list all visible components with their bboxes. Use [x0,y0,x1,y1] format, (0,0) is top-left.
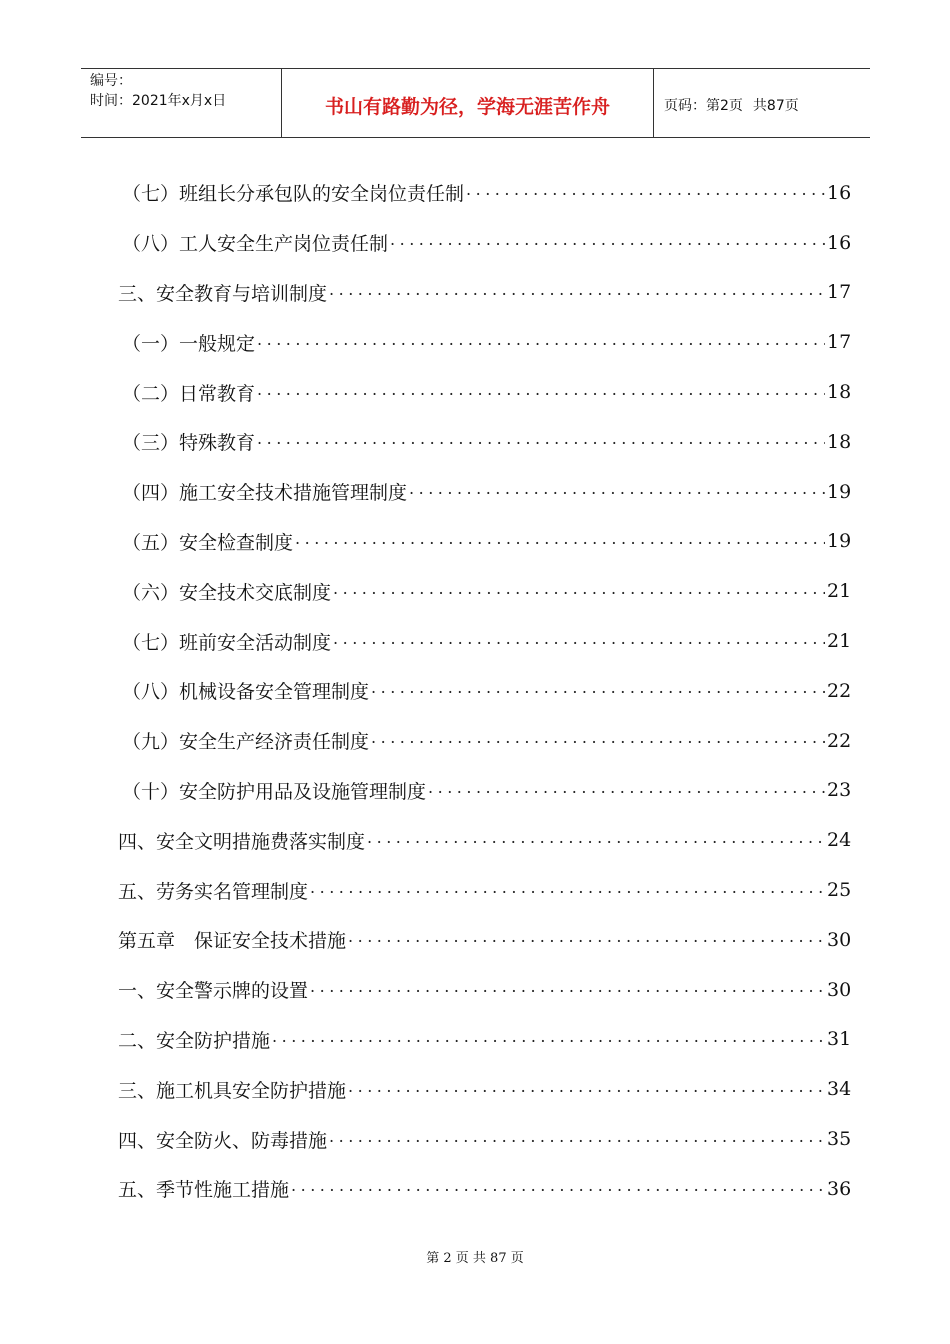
toc-entry-page: 30 [827,978,852,1001]
toc-entry-page: 16 [827,181,852,204]
toc-dot-leader [257,429,825,448]
toc-entry[interactable] [118,367,851,417]
toc-entry-title: 五、季节性施工措施 [118,1179,290,1202]
toc-dot-leader [348,927,825,946]
toc-entry-title: （八）工人安全生产岗位责任制 [122,233,389,256]
toc-entry-title: 四、安全防火、防毒措施 [118,1129,328,1152]
page-footer: 第 2 页 共 87 页 [426,1251,524,1266]
toc-entry[interactable] [118,965,851,1015]
toc-entry-page: 18 [827,381,852,404]
toc-entry[interactable] [118,268,851,318]
toc-entry-page: 19 [827,480,852,503]
toc-dot-leader [333,579,825,598]
toc-entry-page: 34 [827,1078,852,1101]
toc-dot-leader [409,479,825,498]
toc-dot-leader [371,678,825,697]
toc-entry[interactable] [118,1015,851,1065]
toc-entry-title: （六）安全技术交底制度 [122,581,332,604]
header-page-info [654,69,870,137]
header-page-label: 页码：第2页 [664,98,743,114]
toc-entry-title: 一、安全警示牌的设置 [118,980,309,1003]
toc-entry-page: 19 [827,530,852,553]
toc-dot-leader [291,1176,825,1195]
toc-entry-title: （二）日常教育 [122,382,256,405]
header-motto: 书山有路勤为径，学海无涯苦作舟 [282,69,654,137]
toc-entry-title: （七）班前安全活动制度 [122,631,332,654]
toc-entry-title: （一）一般规定 [122,332,256,355]
toc-entry-title: 四、安全文明措施费落实制度 [118,830,366,853]
toc-entry-page: 25 [827,879,852,902]
toc-dot-leader [310,977,825,996]
toc-entry[interactable] [118,417,851,467]
toc-dot-leader [257,380,825,399]
toc-entry-page: 22 [827,679,852,702]
toc-entry[interactable] [118,915,851,965]
toc-dot-leader [348,1077,825,1096]
document-time-label: 时间：2021年x月x日 [90,93,227,109]
toc-dot-leader [371,728,825,747]
toc-entry-page: 23 [827,779,852,802]
toc-entry[interactable] [118,1064,851,1114]
document-number-label: 编号： [90,73,132,89]
toc-entry-page: 21 [827,580,852,603]
toc-dot-leader [333,629,825,648]
toc-entry[interactable] [118,168,851,218]
toc-entry-page: 36 [827,1177,852,1200]
toc-dot-leader [272,1027,825,1046]
toc-entry-title: （七）班组长分承包队的安全岗位责任制 [122,183,465,206]
toc-entry[interactable] [118,566,851,616]
toc-entry[interactable] [118,865,851,915]
toc-entry-page: 24 [827,829,852,852]
toc-entry-title: 三、安全教育与培训制度 [118,282,328,305]
toc-dot-leader [390,230,825,249]
toc-entry-title: （十）安全防护用品及设施管理制度 [122,780,427,803]
toc-dot-leader [466,180,825,199]
toc-dot-leader [295,529,825,548]
toc-entry[interactable] [118,1164,851,1214]
toc-entry[interactable] [118,815,851,865]
toc-entry-page: 31 [827,1028,852,1051]
toc-entry-title: （八）机械设备安全管理制度 [122,681,370,704]
toc-entry-title: 第五章 保证安全技术措施 [118,930,347,953]
toc-dot-leader [329,280,825,299]
toc-dot-leader [310,878,825,897]
toc-entry-title: （三）特殊教育 [122,432,256,455]
header-total-label: 共87页 [752,98,799,114]
toc-entry-title: 五、劳务实名管理制度 [118,880,309,903]
toc-entry-page: 21 [827,630,852,653]
toc-entry[interactable] [118,1114,851,1164]
toc-entry-page: 35 [827,1128,852,1151]
toc-entry[interactable] [118,317,851,367]
toc-entry-title: （九）安全生产经济责任制度 [122,731,370,754]
toc-entry[interactable] [118,716,851,766]
table-of-contents [118,168,851,1214]
toc-entry-title: 三、施工机具安全防护措施 [118,1079,347,1102]
toc-entry-title: （五）安全检查制度 [122,531,294,554]
toc-entry-title: （四）施工安全技术措施管理制度 [122,482,408,505]
toc-entry-page: 30 [827,928,852,951]
toc-entry[interactable] [118,616,851,666]
toc-entry[interactable] [118,766,851,816]
toc-dot-leader [257,330,825,349]
toc-entry-title: 二、安全防护措施 [118,1029,271,1052]
toc-entry-page: 17 [827,331,852,354]
toc-entry-page: 18 [827,430,852,453]
toc-entry[interactable] [118,218,851,268]
toc-dot-leader [367,828,825,847]
toc-entry[interactable] [118,517,851,567]
page-header [81,68,870,138]
toc-entry-page: 22 [827,729,852,752]
toc-entry[interactable] [118,666,851,716]
toc-entry[interactable] [118,467,851,517]
header-meta [81,69,282,137]
toc-dot-leader [329,1127,825,1146]
toc-entry-page: 17 [827,281,852,304]
toc-dot-leader [428,778,825,797]
toc-entry-page: 16 [827,231,852,254]
